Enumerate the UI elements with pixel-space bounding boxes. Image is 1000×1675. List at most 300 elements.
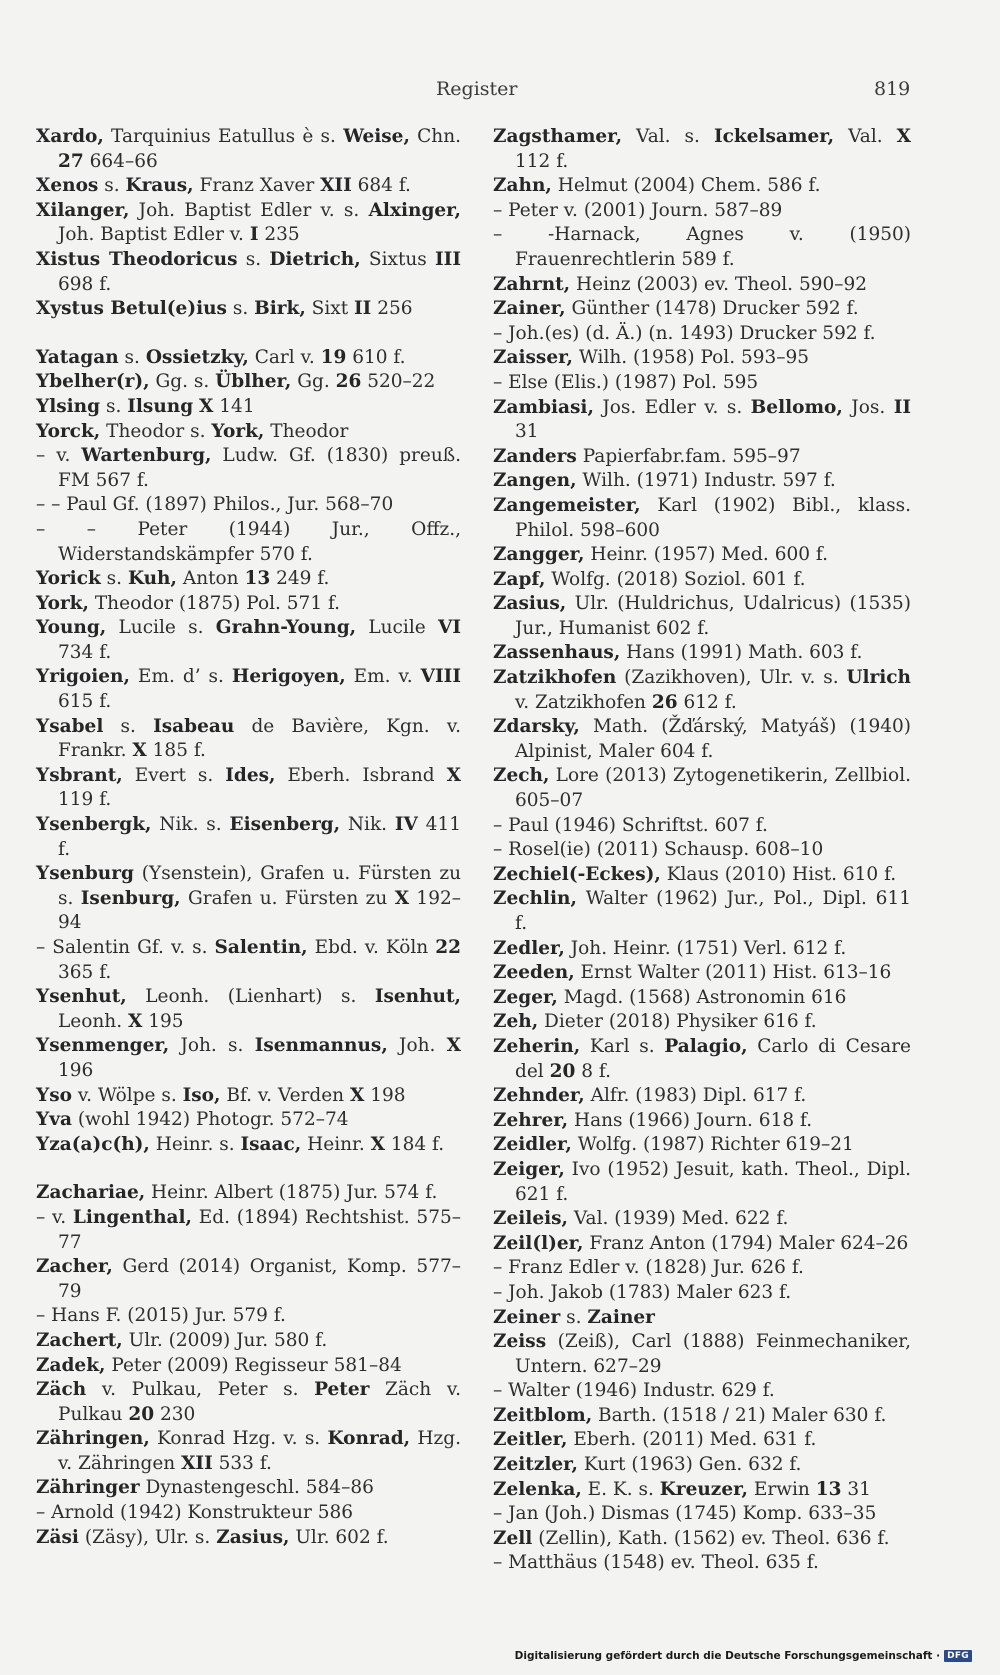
entry-headword: Zähringen,	[36, 1428, 150, 1450]
entry-headword: Ides,	[225, 764, 276, 786]
index-entry	[36, 1206, 461, 1255]
entry-headword: Konrad,	[327, 1428, 411, 1450]
entry-text: Peter (2009) Regisseur 581–84	[105, 1354, 402, 1376]
entry-headword: Zachariae,	[36, 1182, 146, 1204]
entry-text: de Bavière, Kgn. v. Frankr.	[58, 715, 461, 762]
entry-text: v. Zatzikhofen	[515, 691, 652, 713]
entry-headword: Zeitblom,	[493, 1404, 593, 1426]
entry-headword: Zdarsky,	[493, 716, 580, 738]
index-column-right	[493, 125, 911, 1576]
entry-text: Leonh.	[58, 1010, 128, 1032]
entry-headword: Zechiel(-Eckes),	[493, 863, 661, 885]
entry-text: 230	[154, 1403, 196, 1425]
index-entry	[493, 223, 911, 272]
entry-headword: 20	[549, 1060, 576, 1082]
entry-headword: Birk,	[254, 298, 306, 320]
entry-headword: Yso	[36, 1084, 72, 1106]
index-entry	[493, 1109, 911, 1134]
entry-headword: Peter	[314, 1379, 370, 1401]
entry-headword: Herigoyen,	[231, 666, 346, 688]
entry-text: Kurt (1963) Gen. 632 f.	[578, 1454, 802, 1476]
entry-headword: XII	[181, 1452, 213, 1474]
entry-headword: Zäsi	[36, 1526, 79, 1548]
entry-text: Ludw. Gf. (1830) preuß. FM 567 f.	[58, 445, 461, 491]
entry-text: 8 f.	[575, 1060, 611, 1082]
entry-text: 520–22	[361, 371, 436, 393]
entry-headword: Ysenbergk,	[36, 814, 152, 836]
entry-headword: 26	[335, 371, 362, 393]
index-entry	[36, 665, 461, 714]
entry-headword: Xystus Betul(e)ius	[36, 298, 227, 320]
entry-text: Hans (1966) Journ. 618 f.	[568, 1109, 813, 1131]
entry-headword: X	[199, 395, 214, 417]
entry-headword: Zainer,	[493, 298, 566, 320]
entry-text: Leonh. (Lienhart) s.	[126, 986, 375, 1008]
entry-text: Carl v.	[248, 346, 321, 368]
index-entry	[36, 1476, 461, 1501]
index-entry	[493, 1084, 911, 1109]
entry-text: 192–94	[58, 887, 461, 934]
index-entry	[36, 493, 461, 518]
entry-headword: Salentin,	[214, 937, 308, 958]
entry-text: Wolfg. (2018) Soziol. 601 f.	[545, 568, 806, 590]
entry-headword: Zeitzler,	[493, 1454, 578, 1476]
entry-headword: Zagsthamer,	[493, 126, 623, 147]
index-entry	[493, 396, 911, 445]
index-entry	[493, 1133, 911, 1158]
entry-text: Franz Xaver	[193, 175, 321, 197]
index-entry	[36, 1181, 461, 1206]
entry-text: Heinr.	[301, 1133, 371, 1155]
entry-headword: XII	[320, 175, 352, 197]
index-entry	[36, 125, 461, 174]
entry-headword: Kuh,	[127, 568, 177, 590]
entry-headword: Zeger,	[493, 986, 558, 1008]
index-entry	[493, 1035, 911, 1084]
index-entry	[36, 813, 461, 862]
index-entry	[36, 715, 461, 764]
index-entry	[36, 297, 461, 322]
entry-text: Gg. s.	[149, 371, 216, 393]
entry-headword: Ysenburg	[36, 863, 134, 885]
entry-headword: IV	[394, 814, 418, 836]
entry-text: Anton	[176, 568, 245, 590]
entry-text: – Arnold (1942) Konstrukteur 586	[36, 1502, 354, 1524]
entry-headword: Ysenhut,	[36, 986, 127, 1008]
entry-headword: Zell	[493, 1527, 533, 1549]
entry-headword: VIII	[420, 666, 461, 688]
entry-text: Ulr. (Huldrichus, Udalricus) (1535) Jur., Humanist 602 f.	[515, 593, 911, 639]
entry-text: Sixt	[305, 298, 355, 320]
index-entry	[36, 1329, 461, 1354]
entry-headword: Zapf,	[493, 568, 546, 590]
entry-text: 196	[58, 1059, 94, 1081]
entry-text: 698 f.	[58, 273, 112, 295]
entry-headword: Xenos	[36, 175, 99, 197]
index-entry	[493, 1207, 911, 1232]
entry-text: Jos.	[842, 396, 894, 418]
entry-headword: Zahn,	[493, 175, 552, 197]
entry-text: Wolfg. (1987) Richter 619–21	[571, 1134, 854, 1156]
entry-text: 119 f.	[58, 789, 112, 811]
entry-headword: Xistus Theodoricus	[36, 248, 238, 270]
entry-text: Joh. Baptist Edler v.	[58, 224, 250, 246]
entry-text: Em. v.	[345, 666, 421, 688]
entry-text: Ulr. 602 f.	[289, 1526, 389, 1548]
entry-text: v. Pulkau, Peter s.	[86, 1379, 315, 1401]
index-entry	[493, 1281, 911, 1306]
index-entry	[36, 616, 461, 665]
entry-text: s.	[118, 346, 146, 368]
entry-headword: Zaisser,	[493, 347, 573, 369]
entry-text: s.	[226, 298, 255, 320]
entry-text: Hans (1991) Math. 603 f.	[620, 642, 863, 664]
entry-headword: Ulrich	[846, 667, 911, 689]
entry-headword: Zeh,	[493, 1011, 539, 1033]
entry-text: s.	[100, 568, 128, 590]
entry-text: Walter (1962) Jur., Pol., Dipl. 611 f.	[515, 888, 911, 934]
entry-headword: Zachert,	[36, 1329, 123, 1351]
index-entry	[493, 445, 911, 470]
entry-text: – Else (Elis.) (1987) Pol. 595	[493, 371, 759, 393]
entry-text: Klaus (2010) Hist. 610 f.	[660, 863, 897, 885]
entry-text: Theodor s.	[100, 420, 212, 442]
index-entry	[493, 592, 911, 641]
entry-headword: 27	[58, 150, 84, 172]
index-entry	[36, 1133, 461, 1158]
index-entry	[493, 174, 911, 199]
entry-headword: York,	[211, 420, 265, 442]
entry-text: 195	[142, 1010, 184, 1032]
dfg-logo: DFG	[944, 1650, 972, 1662]
entry-headword: Zahrnt,	[493, 273, 571, 295]
entry-text: Joh. Heinr. (1751) Verl. 612 f.	[564, 937, 847, 959]
entry-text: 249 f.	[270, 568, 330, 590]
entry-headword: Zainer	[587, 1306, 655, 1328]
entry-text: Joh. s.	[169, 1035, 255, 1057]
index-entry	[493, 961, 911, 986]
entry-headword: Ylsing	[36, 395, 101, 417]
entry-text: Magd. (1568) Astronomin 616	[557, 986, 847, 1008]
entry-text: – – Peter (1944) Jur., Offz., Widerstandskämpfer 570 f.	[36, 518, 461, 565]
entry-text: Bf. v. Verden	[220, 1084, 350, 1106]
entry-headword: 13	[244, 568, 271, 590]
entry-headword: X	[446, 1035, 461, 1057]
entry-text: – v.	[36, 445, 82, 467]
entry-text: 235	[258, 224, 300, 246]
entry-text: – Joh.(es) (d. Ä.) (n. 1493) Drucker 592 f.	[493, 322, 876, 344]
index-entry	[36, 1084, 461, 1109]
entry-headword: Üblher,	[215, 371, 292, 393]
entry-headword: Weise,	[343, 126, 410, 147]
entry-headword: 20	[128, 1403, 155, 1425]
entry-headword: I	[249, 224, 259, 246]
entry-text: Evert s.	[122, 764, 226, 786]
entry-headword: Zadek,	[36, 1354, 106, 1376]
entry-headword: Zambiasi,	[493, 396, 594, 418]
index-entry	[493, 568, 911, 593]
index-entry	[36, 518, 461, 567]
letter-section-gap	[36, 322, 461, 346]
index-entry	[36, 592, 461, 617]
entry-text: Dieter (2018) Physiker 616 f.	[538, 1011, 817, 1033]
entry-text: Lucile	[356, 617, 438, 639]
entry-headword: Kreuzer,	[659, 1478, 748, 1500]
index-entry	[493, 469, 911, 494]
index-entry	[36, 248, 461, 297]
index-column-left	[36, 125, 461, 1550]
entry-text: 734 f.	[58, 641, 112, 663]
entry-headword: Zacher,	[36, 1256, 113, 1278]
entry-headword: Zangen,	[493, 470, 577, 492]
entry-text: Papierfabr.fam. 595–97	[576, 445, 801, 467]
index-entry	[493, 1428, 911, 1453]
entry-text: – Jan (Joh.) Dismas (1745) Komp. 633–35	[493, 1503, 877, 1525]
entry-headword: Yorck,	[36, 420, 101, 442]
index-entry	[493, 1502, 911, 1527]
entry-headword: Wartenburg,	[81, 445, 212, 467]
entry-text: (Ysenstein), Grafen u. Fürsten zu s.	[58, 863, 461, 909]
entry-headword: Yatagan	[36, 346, 119, 368]
entry-text: Val. s.	[622, 126, 714, 147]
entry-text: Gerd (2014) Organist, Komp. 577–79	[58, 1256, 461, 1302]
entry-text: 411 f.	[58, 814, 461, 860]
index-entry	[493, 814, 911, 839]
index-entry	[493, 322, 911, 347]
entry-headword: 13	[815, 1478, 842, 1500]
index-entry	[36, 764, 461, 813]
entry-text: – Hans F. (2015) Jur. 579 f.	[36, 1305, 286, 1327]
entry-headword: Yrigoien,	[36, 666, 130, 688]
entry-headword: Zeiss	[493, 1331, 547, 1353]
entry-headword: X	[896, 126, 911, 147]
entry-text: – Rosel(ie) (2011) Schausp. 608–10	[493, 839, 824, 861]
entry-text: – Salentin Gf. v. s.	[36, 937, 215, 958]
index-entry	[36, 1354, 461, 1379]
entry-headword: Zeeden,	[493, 962, 575, 984]
index-entry	[36, 370, 461, 395]
entry-text: Gg.	[291, 371, 336, 393]
index-entry	[493, 715, 911, 764]
entry-text: Eberh. Isbrand	[275, 764, 447, 786]
entry-text: s.	[103, 715, 154, 737]
entry-text: Franz Anton (1794) Maler 624–26	[583, 1232, 909, 1254]
entry-headword: X	[349, 1084, 365, 1106]
entry-headword: Zasius,	[216, 1526, 290, 1548]
entry-text: s.	[98, 175, 126, 197]
entry-headword: Grahn-Young,	[215, 617, 357, 639]
index-entry	[493, 543, 911, 568]
entry-text: Theodor (1875) Pol. 571 f.	[88, 592, 341, 614]
entry-headword: II	[893, 396, 911, 418]
entry-headword: Young,	[36, 617, 107, 639]
entry-headword: Zeitler,	[493, 1429, 568, 1451]
entry-text: 612 f.	[677, 691, 737, 713]
entry-text: Heinr. Albert (1875) Jur. 574 f.	[145, 1182, 438, 1204]
entry-text: Heinr. s.	[149, 1133, 241, 1155]
entry-text: Barth. (1518 / 21) Maler 630 f.	[592, 1404, 887, 1426]
entry-text: – v.	[36, 1206, 73, 1228]
entry-headword: Zelenka,	[493, 1478, 582, 1500]
index-entry	[36, 985, 461, 1034]
entry-text: s.	[237, 248, 270, 270]
entry-headword: III	[435, 248, 461, 270]
entry-text: Ulr. (2009) Jur. 580 f.	[122, 1329, 328, 1351]
index-entry	[493, 297, 911, 322]
entry-text: (wohl 1942) Photogr. 572–74	[71, 1109, 349, 1131]
entry-text: Joh.	[387, 1035, 447, 1057]
running-header-title: Register	[436, 78, 518, 100]
entry-headword: Zeherin,	[493, 1035, 581, 1057]
index-entry	[36, 567, 461, 592]
entry-headword: Dietrich,	[269, 248, 361, 270]
entry-text: 112 f.	[515, 150, 569, 172]
funding-note: Digitalisierung gefördert durch die Deutsche Forschungsgemeinschaft ·	[514, 1650, 941, 1662]
entry-headword: Zehnder,	[493, 1085, 585, 1107]
entry-headword: Zähringer	[36, 1477, 140, 1499]
entry-headword: Zasius,	[493, 593, 567, 615]
entry-headword: Zatzikhofen	[493, 667, 617, 689]
index-entry	[493, 1379, 911, 1404]
index-entry	[493, 125, 911, 174]
index-entry	[36, 1378, 461, 1427]
index-entry	[493, 371, 911, 396]
entry-text: Joh. Baptist Edler v. s.	[129, 199, 369, 221]
letter-section-gap	[36, 1157, 461, 1181]
entry-headword: Zech,	[493, 765, 550, 787]
funding-footer	[515, 1650, 972, 1662]
entry-text: Grafen u. Fürsten zu	[180, 887, 395, 909]
index-entry	[493, 1010, 911, 1035]
entry-headword: 26	[651, 691, 678, 713]
entry-text: 615 f.	[58, 691, 112, 713]
index-entry	[493, 666, 911, 715]
index-entry	[36, 1034, 461, 1083]
entry-text: – -Harnack, Agnes v. (1950) Frauenrechtlerin 589 f.	[493, 224, 911, 270]
index-entry	[36, 1427, 461, 1476]
entry-text: Konrad Hzg. v. s.	[149, 1428, 328, 1450]
entry-headword: Zeiger,	[493, 1158, 565, 1180]
entry-text: 610 f.	[346, 346, 406, 368]
entry-text: (Zazikhoven), Ulr. v. s.	[616, 667, 847, 689]
index-entry	[493, 887, 911, 936]
index-entry	[36, 174, 461, 199]
entry-text: 256	[371, 298, 413, 320]
entry-text: Nik. s.	[151, 814, 230, 836]
index-entry	[493, 1256, 911, 1281]
index-entry	[493, 986, 911, 1011]
entry-headword: Zangger,	[493, 544, 585, 566]
entry-text: Val. (1939) Med. 622 f.	[568, 1208, 789, 1230]
entry-headword: X	[394, 887, 410, 909]
entry-text: Sixtus	[360, 248, 436, 270]
entry-text: Val.	[834, 126, 897, 147]
entry-headword: Zeil(l)er,	[493, 1232, 584, 1254]
index-entry	[36, 444, 461, 493]
entry-headword: Lingenthal,	[72, 1206, 192, 1228]
entry-text: Heinr. (1957) Med. 600 f.	[584, 544, 828, 566]
entry-text: Em. d’ s.	[129, 666, 232, 688]
entry-text: Ivo (1952) Jesuit, kath. Theol., Dipl. 621 f.	[515, 1158, 911, 1205]
entry-text: 198	[364, 1084, 406, 1106]
entry-text: Karl (1902) Bibl., klass. Philol. 598–600	[515, 494, 911, 541]
index-entry	[36, 420, 461, 445]
index-entry	[493, 1404, 911, 1429]
entry-text: – Matthäus (1548) ev. Theol. 635 f.	[493, 1552, 819, 1574]
index-entry	[493, 1478, 911, 1503]
entry-text: s.	[100, 395, 128, 417]
index-entry	[493, 1527, 911, 1552]
entry-headword: Bellomo,	[750, 396, 843, 418]
entry-text: – Paul (1946) Schriftst. 607 f.	[493, 814, 768, 836]
entry-text: Günther (1478) Drucker 592 f.	[565, 298, 859, 320]
entry-text: – Peter v. (2001) Journ. 587–89	[493, 199, 783, 221]
entry-text: Hzg. v. Zähringen	[58, 1428, 461, 1474]
entry-text: s.	[560, 1306, 588, 1328]
entry-headword: Ilsung	[127, 395, 194, 417]
index-entry	[36, 1501, 461, 1526]
index-entry	[36, 936, 461, 985]
entry-headword: York,	[36, 592, 89, 614]
entry-headword: Zassenhaus,	[493, 642, 621, 664]
entry-headword: Ybelher(r),	[36, 371, 150, 393]
entry-text: Tarquinius Eatullus è s.	[103, 126, 344, 147]
entry-headword: Zangemeister,	[493, 494, 641, 516]
entry-headword: Zehrer,	[493, 1109, 569, 1131]
entry-text: v. Wölpe s.	[71, 1084, 183, 1106]
entry-headword: X	[132, 740, 147, 762]
entry-headword: Xardo,	[36, 126, 104, 147]
entry-headword: Zedler,	[493, 937, 565, 959]
entry-text: Ed. (1894) Rechtshist. 575–77	[58, 1206, 461, 1253]
entry-headword: Alxinger,	[368, 199, 461, 221]
entry-headword: Yva	[36, 1109, 72, 1131]
entry-headword: Xilanger,	[36, 199, 130, 221]
entry-text: – Franz Edler v. (1828) Jur. 626 f.	[493, 1257, 804, 1279]
entry-text: Ebd. v. Köln	[307, 937, 436, 958]
entry-text: Nik.	[340, 814, 395, 836]
index-entry	[36, 862, 461, 936]
entry-headword: VI	[437, 617, 461, 639]
index-entry	[36, 1108, 461, 1133]
entry-text: 31	[841, 1478, 871, 1500]
entry-text: 365 f.	[58, 961, 112, 983]
index-entry	[493, 764, 911, 813]
entry-headword: X	[127, 1010, 143, 1032]
entry-text: Wilh. (1958) Pol. 593–95	[572, 347, 810, 369]
entry-text: Lore (2013) Zytogenetikerin, Zellbiol. 605–07	[515, 765, 911, 812]
entry-text: Chn.	[409, 126, 462, 147]
entry-text: Dynastengeschl. 584–86	[139, 1477, 374, 1499]
entry-headword: Palagio,	[664, 1035, 748, 1057]
entry-text: (Zeiß), Carl (1888) Feinmechaniker, Untern. 627–29	[515, 1331, 911, 1377]
index-entry	[36, 1255, 461, 1304]
entry-headword: Zanders	[493, 445, 577, 467]
entry-text: Helmut (2004) Chem. 586 f.	[551, 175, 821, 197]
page-number: 819	[874, 78, 911, 100]
entry-text: (Zäsy), Ulr. s.	[78, 1526, 217, 1548]
index-entry	[493, 199, 911, 224]
entry-headword: Eisenberg,	[229, 814, 341, 836]
entry-headword: X	[446, 764, 461, 786]
entry-text: E. K. s.	[581, 1478, 660, 1500]
entry-headword: X	[370, 1133, 385, 1155]
entry-text: Jos. Edler v. s.	[593, 396, 751, 418]
entry-text: Math. (Žďárský, Matyáš) (1940) Alpinist, Maler 604 f.	[515, 716, 911, 762]
entry-headword: Ysbrant,	[36, 764, 123, 786]
entry-headword: Isabeau	[153, 715, 235, 737]
entry-text: 533 f.	[212, 1452, 272, 1474]
